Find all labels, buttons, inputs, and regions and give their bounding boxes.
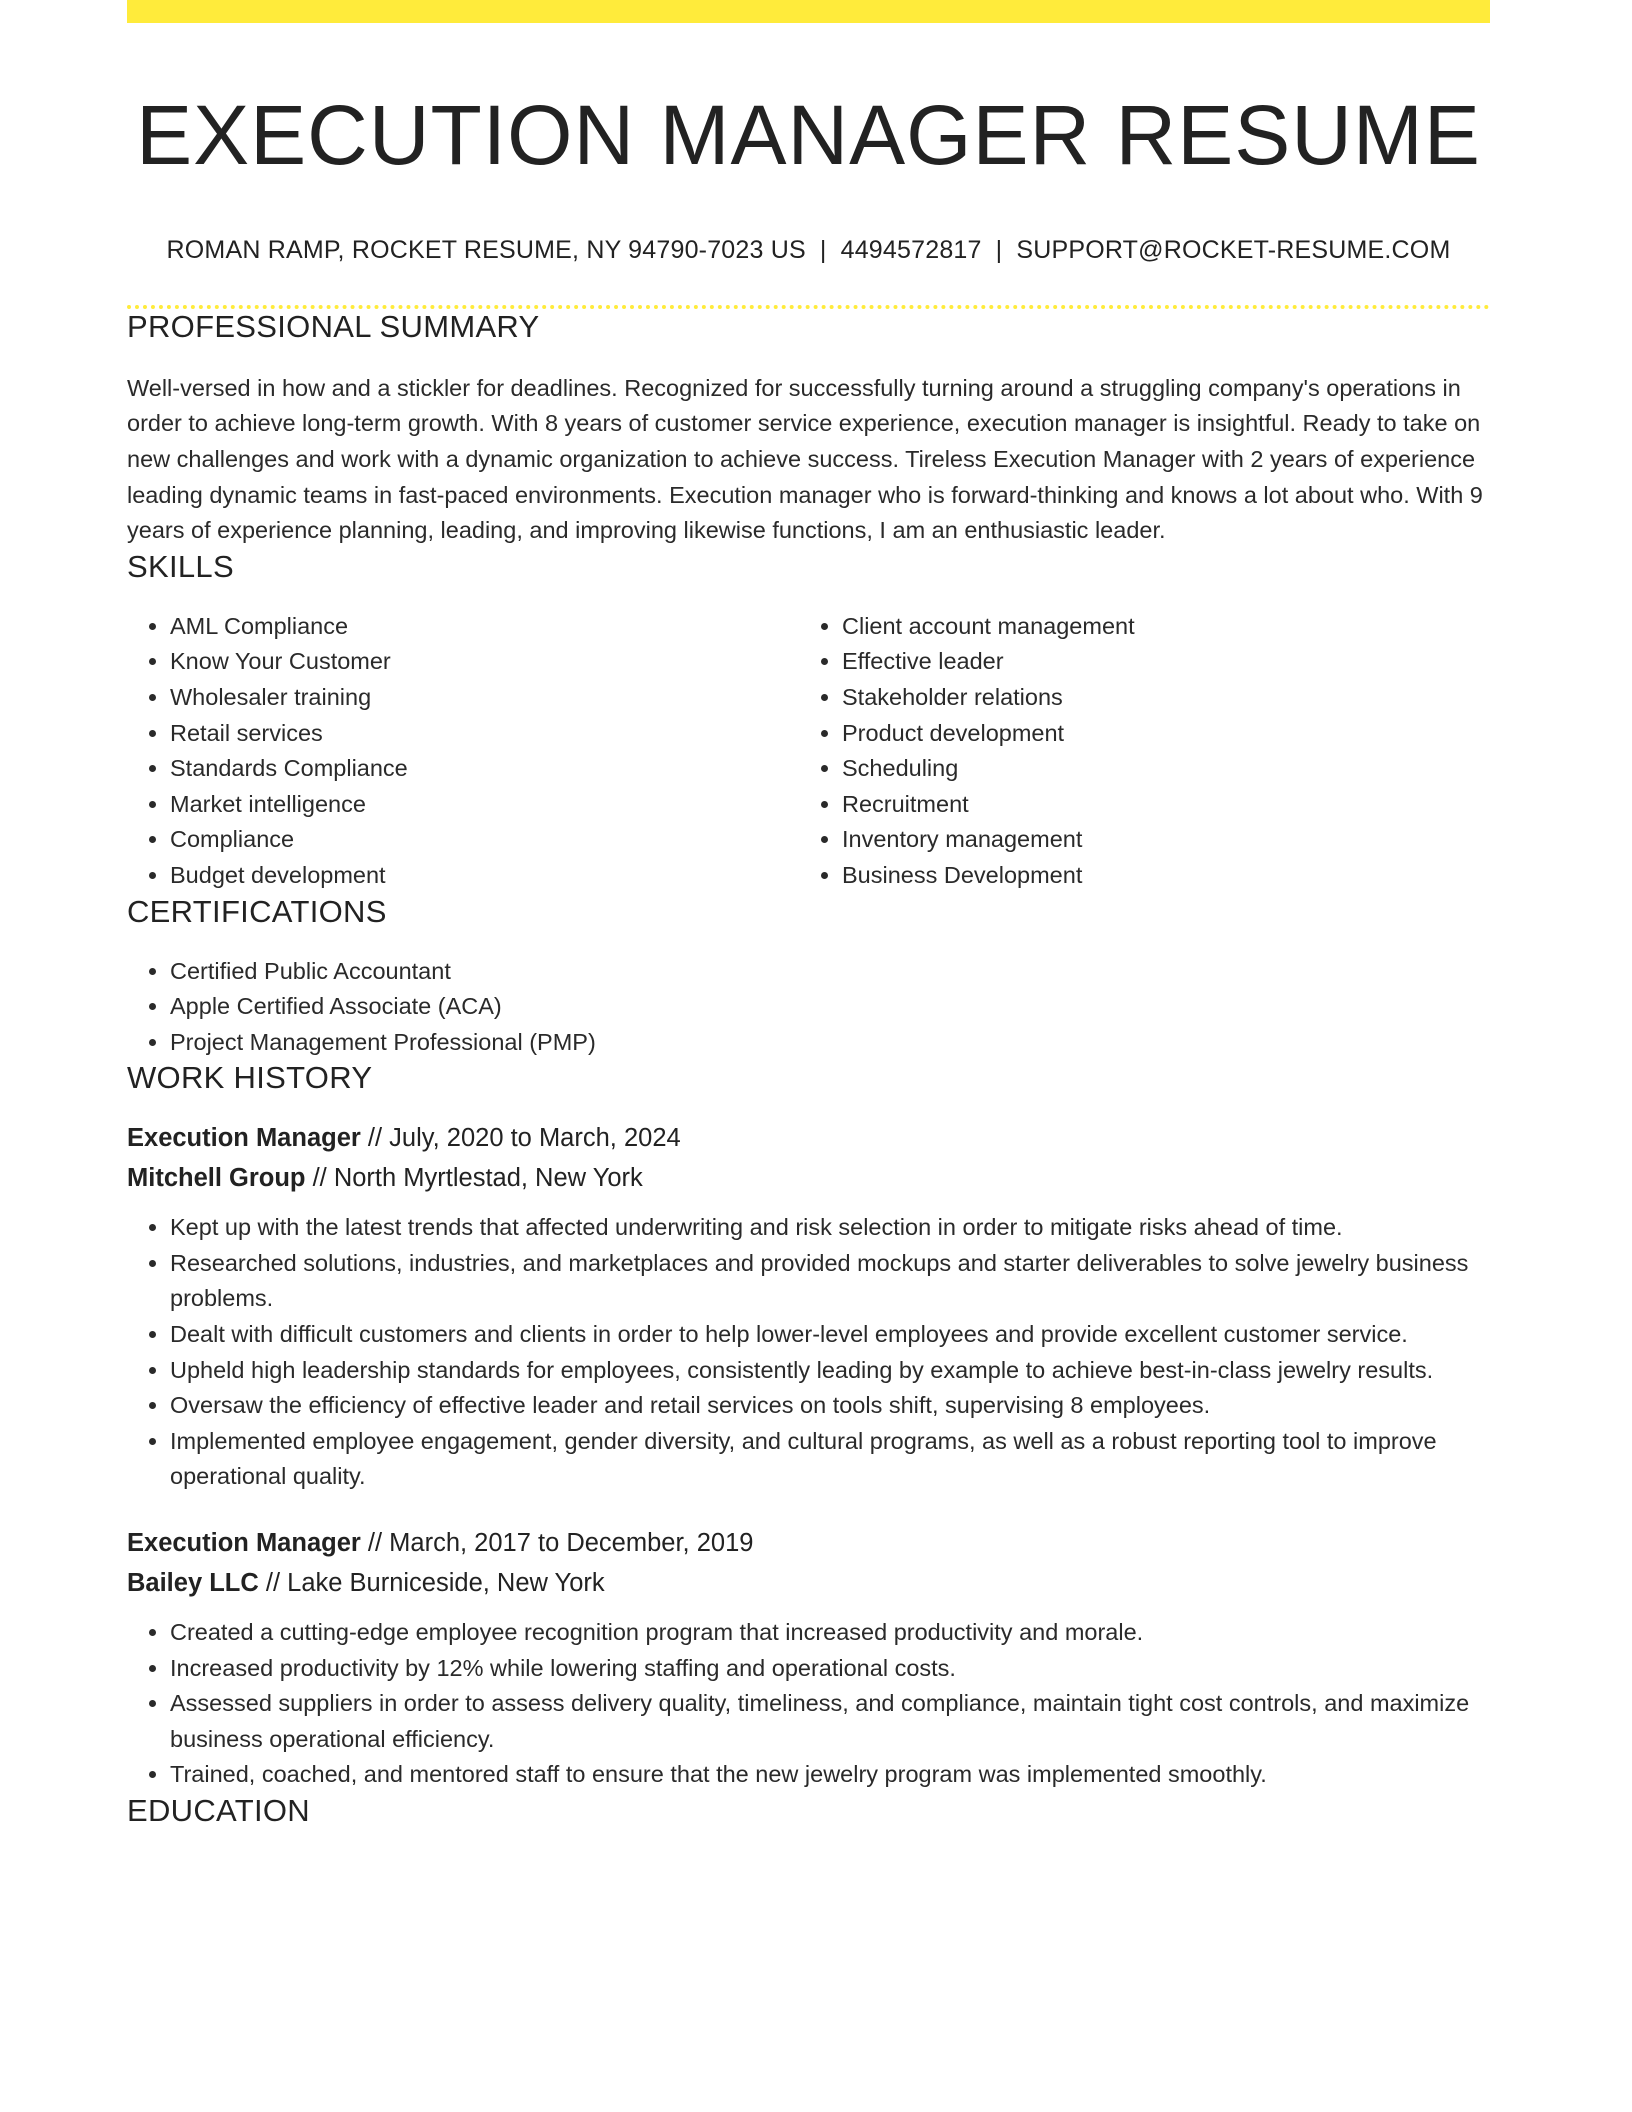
skill-item: • Wholesaler training: [170, 680, 799, 716]
skill-item: • Effective leader: [842, 644, 1471, 680]
certification-item: • Certified Public Accountant: [170, 954, 1490, 990]
skill-item: • Know Your Customer: [170, 644, 799, 680]
job-duty: • Kept up with the latest trends that affected underwriting and risk selection in order to mitigate risks ahead of time.: [170, 1210, 1490, 1246]
job-title-line: [127, 1523, 1490, 1563]
address: ROMAN RAMP, ROCKET RESUME, NY 94790-7023 US: [166, 235, 806, 264]
job-title: Execution Manager: [127, 1124, 361, 1153]
certifications-heading: CERTIFICATIONS: [127, 893, 387, 929]
skill-item: • Standards Compliance: [170, 751, 799, 787]
job-title-line: [127, 1118, 1490, 1158]
job-company: Mitchell Group: [127, 1164, 306, 1193]
summary-text: Well-versed in how and a stickler for deadlines. Recognized for successfully turning around a struggling company's operations in order to achieve long-term growth. With 8 years of customer service experience, execution manager is insightful. Ready to take on new challenges and work with a dynamic organization to achieve success. Tireless Execution Manager with 2 years of experience leading dynamic teams in fast-paced environments. Execution manager who is forward-thinking and knows a lot about who. With 9 years of experience planning, leading, and improving likewise functions, I am an enthusiastic leader.: [127, 374, 1483, 544]
skill-item: • Market intelligence: [170, 787, 799, 823]
summary-heading: PROFESSIONAL SUMMARY: [127, 308, 540, 344]
skills-list: [127, 609, 1490, 894]
email: SUPPORT@ROCKET-RESUME.COM: [1016, 235, 1451, 264]
skill-item: • Recruitment: [842, 787, 1471, 823]
job-company: Bailey LLC: [127, 1569, 259, 1598]
skill-item: • Inventory management: [842, 822, 1471, 858]
contact-line: [127, 236, 1490, 265]
skills-column-left: [127, 609, 799, 894]
job-dates: // March, 2017 to December, 2019: [360, 1529, 754, 1558]
job-entry: [127, 1118, 1490, 1495]
education-heading: EDUCATION: [127, 1793, 310, 1829]
contact-separator: |: [819, 235, 827, 264]
job-location: // Lake Burniceside, New York: [258, 1569, 605, 1598]
phone: 4494572817: [840, 235, 982, 264]
job-duties-list: [127, 1615, 1490, 1793]
job-duty: • Researched solutions, industries, and marketplaces and provided mockups and starter deliverables to solve jewelry business problems.: [170, 1246, 1490, 1317]
top-accent-bar: [127, 0, 1490, 23]
skill-item: • Business Development: [842, 858, 1471, 894]
skills-column-right: [799, 609, 1471, 894]
certifications-list: [127, 954, 1490, 1061]
skills-heading: SKILLS: [127, 548, 234, 584]
skill-item: • Budget development: [170, 858, 799, 894]
job-duty: • Trained, coached, and mentored staff to ensure that the new jewelry program was implemented smoothly.: [170, 1757, 1490, 1793]
skill-item: • Retail services: [170, 716, 799, 752]
certification-item: • Apple Certified Associate (ACA): [170, 989, 1490, 1025]
skill-item: • Compliance: [170, 822, 799, 858]
skill-item: • Scheduling: [842, 751, 1471, 787]
job-duty: • Assessed suppliers in order to assess delivery quality, timeliness, and compliance, maintain tight cost controls, and maximize business operational efficiency.: [170, 1686, 1490, 1757]
job-duty: • Increased productivity by 12% while lowering staffing and operational costs.: [170, 1651, 1490, 1687]
skill-item: • Product development: [842, 716, 1471, 752]
job-duty: • Created a cutting-edge employee recognition program that increased productivity and morale.: [170, 1615, 1490, 1651]
skill-item: • Stakeholder relations: [842, 680, 1471, 716]
job-company-line: [127, 1563, 1490, 1603]
job-company-line: [127, 1158, 1490, 1198]
job-title: Execution Manager: [127, 1529, 361, 1558]
certification-item: • Project Management Professional (PMP): [170, 1025, 1490, 1061]
contact-separator: |: [995, 235, 1003, 264]
job-duty: • Upheld high leadership standards for employees, consistently leading by example to achieve best-in-class jewelry results.: [170, 1353, 1490, 1389]
job-duty: • Implemented employee engagement, gender diversity, and cultural programs, as well as a robust reporting tool to improve operational quality.: [170, 1424, 1490, 1495]
work-history-heading: WORK HISTORY: [127, 1060, 373, 1096]
skill-item: • Client account management: [842, 609, 1471, 645]
resume-title: EXECUTION MANAGER RESUME: [136, 88, 1481, 182]
job-entry: [127, 1523, 1490, 1793]
skill-item: • AML Compliance: [170, 609, 799, 645]
job-duties-list: [127, 1210, 1490, 1495]
job-duty: • Dealt with difficult customers and clients in order to help lower-level employees and provide excellent customer service.: [170, 1317, 1490, 1353]
resume-page: [127, 0, 1490, 1829]
job-duty: • Oversaw the efficiency of effective leader and retail services on tools shift, supervising 8 employees.: [170, 1388, 1490, 1424]
job-dates: // July, 2020 to March, 2024: [360, 1124, 681, 1153]
job-location: // North Myrtlestad, New York: [305, 1164, 643, 1193]
